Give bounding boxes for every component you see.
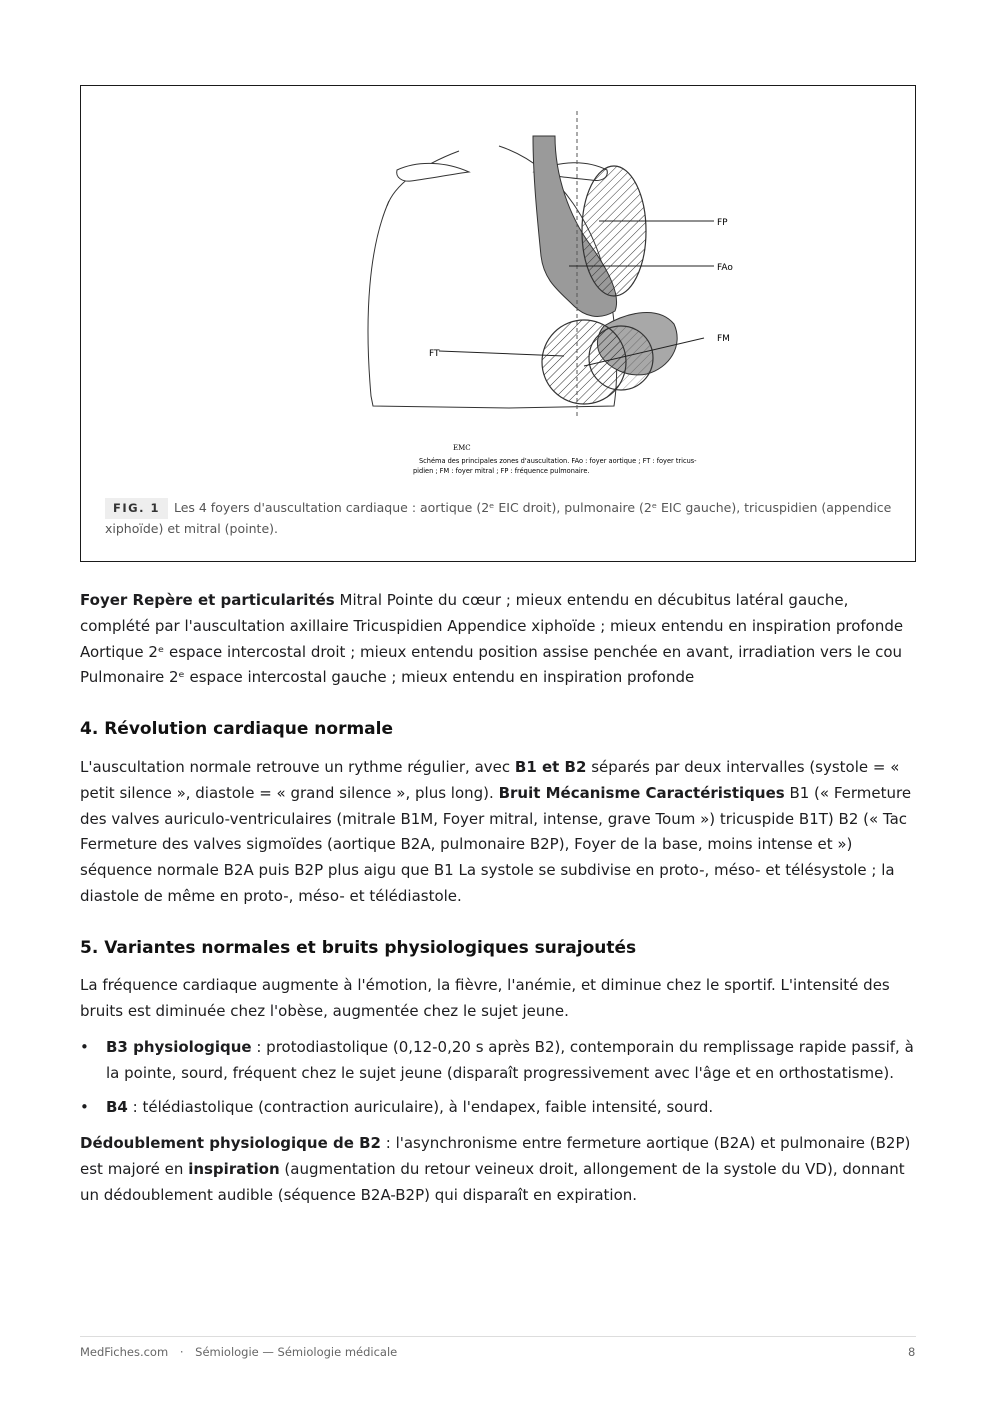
s4-bold-1: B1 et B2 [514,758,587,776]
footer-section: Sémiologie — Sémiologie médicale [195,1345,398,1359]
label-fp: FP [717,218,728,228]
foyers-lead: Foyer Repère et particularités [80,591,335,609]
footer-divider [80,1336,916,1337]
label-fao: FAo [717,263,733,273]
list-item-text [106,1095,916,1121]
dedoublement-text-1: : l'asynchronisme entre fermeture aortique (B2A) et pulmonaire (B2P) est majoré en [80,1134,911,1178]
footer-left [80,1345,397,1359]
label-fm: FM [717,334,730,344]
figure-caption [105,498,895,538]
s4-text-2: séparés par deux intervalles (systole = « petit silence », diastole = « grand silence », plus long). [80,758,900,802]
section-5-intro: La fréquence cardiaque augmente à l'émotion, la fièvre, l'anémie, et diminue chez le sportif. L'intensité des bruits est diminuée chez l'obèse, augmentée chez le sujet jeune. [80,976,890,1020]
section-5-title: 5. Variantes normales et bruits physiologiques surajoutés [80,938,637,958]
mitral-hatch [589,326,653,390]
s4-text-1: L'auscultation normale retrouve un rythme régulier, avec [80,758,515,776]
b3-term: B3 physiologique [106,1038,252,1056]
section-4-paragraph [80,755,920,910]
foyers-paragraph [80,588,920,691]
s4-bold-2: Bruit Mécanisme Caractéristiques [498,783,785,802]
footer-site: MedFiches.com [80,1345,169,1359]
page-number: 8 [908,1345,916,1359]
s4-text-3: B1 (« Fermeture des valves auriculo-ventriculaires (mitrale B1M, Foyer mitral, intense, grave Toum ») tricuspide B1T) B2 (« Tac Fermeture des valves sigmoïdes (aortique B2A, pulmonaire B2P), Foyer de la base, moins intense et ») séquence normale B2A puis B2P plus aigu que B1 La systole se subdivise en proto-, méso- et télésystole ; la diastole de même en proto-, méso- et télédiastole. [80,783,912,905]
dedoublement-bold-2: inspiration [188,1159,280,1178]
section-4-title: 4. Révolution cardiaque normale [80,719,393,739]
label-ft: FT [429,349,440,359]
b4-text: : télédiastolique (contraction auriculaire), à l'endapex, faible intensité, sourd. [127,1098,714,1116]
dedoublement-text-2: (augmentation du retour veineux droit, allongement de la systole du VD), donnant un dédoublement audible (séquence B2A-B2P) qui disparaît en expiration. [80,1159,905,1204]
inner-caption-line1: Schéma des principales zones d'auscultation. FAo : foyer aortique ; FT : foyer tricus- [419,457,697,465]
b4-term: B4 [106,1098,128,1116]
bullet-dot: • [80,1098,89,1116]
clavicle-left [397,163,469,181]
pulmonary-zone [582,166,646,296]
list-item-text [106,1035,916,1087]
dedoublement-paragraph [80,1131,920,1208]
b3-text: : protodiastolique (0,12-0,20 s après B2), contemporain du remplissage rapide passif, à la pointe, sourd, fréquent chez le sujet jeune (disparaît progressivement avec l'âge et en orthostatisme). [106,1038,914,1082]
figure-tag: FIG. 1 [105,498,168,519]
figure-frame [80,85,916,562]
figure-caption-text: Les 4 foyers d'auscultation cardiaque : aortique (2ᵉ EIC droit), pulmonaire (2ᵉ EIC gauche), tricuspidien (appendice xiphoïde) et mitral (pointe). [105,500,892,536]
dedoublement-term: Dédoublement physiologique de B2 [80,1134,381,1152]
inner-caption-line2: pidien ; FM : foyer mitral ; FP : fréquence pulmonaire. [413,467,590,475]
label-emc: EMC [453,444,471,452]
foyers-text: Mitral Pointe du cœur ; mieux entendu en décubitus latéral gauche, complété par l'auscultation axillaire Tricuspidien Appendice xiphoïde ; mieux entendu en inspiration profonde Aortique 2ᵉ espace intercostal droit ; mieux entendu position assise penchée en avant, irradiation vers le cou Pulmonaire 2ᵉ espace intercostal gauche ; mieux entendu en inspiration profonde [80,591,904,687]
bullet-dot: • [80,1038,89,1056]
auscultation-diagram [329,106,733,476]
footer-separator: · [179,1345,184,1359]
